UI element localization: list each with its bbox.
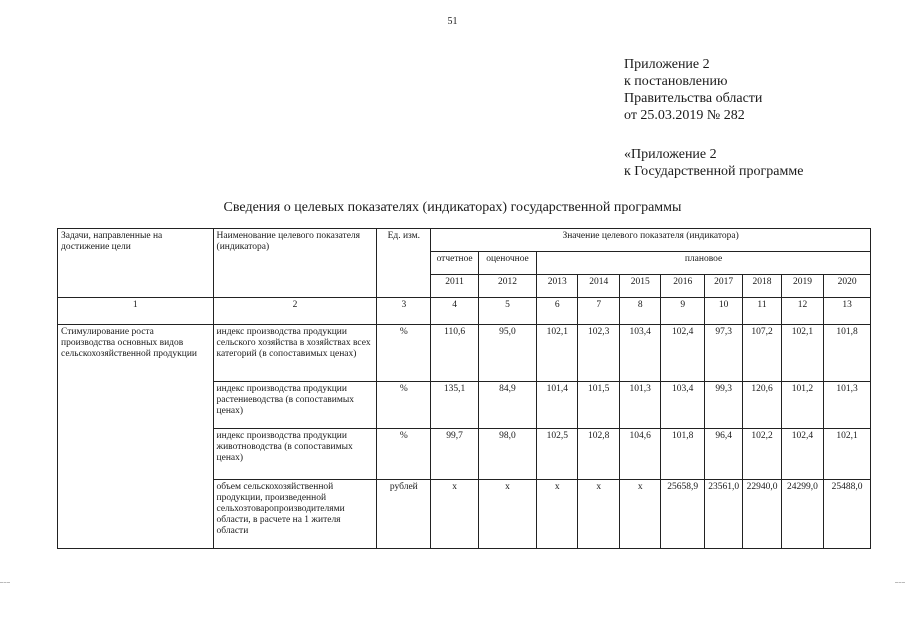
value-cell: 101,8 (661, 429, 705, 480)
indicator-name: объем сельскохозяйственной продукции, произведенной сельхозтоваропроизводителями области, в расчете на 1 жителя области (213, 480, 377, 549)
header-value-group: Значение целевого показателя (индикатора) (431, 229, 871, 252)
appendix-line: Приложение 2 (624, 57, 710, 72)
value-cell: x (478, 480, 536, 549)
unit-cell: % (377, 325, 431, 382)
header-year: 2014 (578, 275, 619, 298)
program-appendix-reference (624, 146, 803, 180)
value-cell: x (537, 480, 578, 549)
header-year: 2011 (431, 275, 479, 298)
header-year: 2017 (704, 275, 742, 298)
value-cell: x (578, 480, 619, 549)
header-year: 2019 (781, 275, 824, 298)
value-cell: 25488,0 (824, 480, 871, 549)
value-cell: 99,7 (431, 429, 479, 480)
appendix-line: Правительства области (624, 91, 763, 106)
column-number: 7 (578, 298, 619, 325)
value-cell: x (431, 480, 479, 549)
appendix-line: от 25.03.2019 № 282 (624, 108, 745, 123)
indicators-table (57, 228, 871, 549)
appendix-line: к Государственной программе (624, 164, 804, 179)
unit-cell: % (377, 429, 431, 480)
value-cell: 103,4 (661, 382, 705, 429)
value-cell: x (619, 480, 660, 549)
value-cell: 23561,0 (704, 480, 742, 549)
header-year: 2012 (478, 275, 536, 298)
header-year: 2020 (824, 275, 871, 298)
value-cell: 102,4 (781, 429, 824, 480)
header-year: 2013 (537, 275, 578, 298)
column-number: 12 (781, 298, 824, 325)
value-cell: 101,3 (619, 382, 660, 429)
value-cell: 102,1 (824, 429, 871, 480)
value-cell: 102,1 (537, 325, 578, 382)
column-number-row (58, 298, 871, 325)
column-number: 13 (824, 298, 871, 325)
value-cell: 102,8 (578, 429, 619, 480)
scan-edge-mark (0, 582, 10, 584)
value-cell: 101,5 (578, 382, 619, 429)
value-cell: 101,8 (824, 325, 871, 382)
value-cell: 104,6 (619, 429, 660, 480)
table-row (58, 325, 871, 382)
column-number: 8 (619, 298, 660, 325)
header-tasks: Задачи, направленные на достижение цели (58, 229, 214, 298)
column-number: 11 (743, 298, 781, 325)
value-cell: 102,4 (661, 325, 705, 382)
value-cell: 97,3 (704, 325, 742, 382)
header-reported: отчетное (431, 252, 479, 275)
column-number: 9 (661, 298, 705, 325)
page-number: 51 (447, 16, 458, 27)
value-cell: 98,0 (478, 429, 536, 480)
appendix-line: «Приложение 2 (624, 147, 717, 162)
column-number: 3 (377, 298, 431, 325)
header-year: 2018 (743, 275, 781, 298)
value-cell: 135,1 (431, 382, 479, 429)
unit-cell: рублей (377, 480, 431, 549)
indicator-name: индекс производства продукции сельского хозяйства в хозяйствах всех категорий (в сопоставимых ценах) (213, 325, 377, 382)
value-cell: 110,6 (431, 325, 479, 382)
header-planned: плановое (537, 252, 871, 275)
column-number: 5 (478, 298, 536, 325)
indicator-name: индекс производства продукции животноводства (в сопоставимых ценах) (213, 429, 377, 480)
value-cell: 24299,0 (781, 480, 824, 549)
value-cell: 84,9 (478, 382, 536, 429)
value-cell: 99,3 (704, 382, 742, 429)
value-cell: 101,2 (781, 382, 824, 429)
task-cell: Стимулирование роста производства основных видов сельскохозяйственной продукции (58, 325, 214, 549)
value-cell: 120,6 (743, 382, 781, 429)
header-year: 2015 (619, 275, 660, 298)
column-number: 1 (58, 298, 214, 325)
column-number: 4 (431, 298, 479, 325)
appendix-reference (624, 56, 762, 124)
column-number: 10 (704, 298, 742, 325)
header-indicator: Наименование целевого показателя (индикатора) (213, 229, 377, 298)
appendix-line: к постановлению (624, 74, 728, 89)
value-cell: 22940,0 (743, 480, 781, 549)
value-cell: 101,3 (824, 382, 871, 429)
document-title: Сведения о целевых показателях (индикаторах) государственной программы (223, 200, 682, 215)
value-cell: 102,3 (578, 325, 619, 382)
value-cell: 101,4 (537, 382, 578, 429)
value-cell: 96,4 (704, 429, 742, 480)
column-number: 2 (213, 298, 377, 325)
indicator-name: индекс производства продукции растениеводства (в сопоставимых ценах) (213, 382, 377, 429)
column-number: 6 (537, 298, 578, 325)
value-cell: 103,4 (619, 325, 660, 382)
value-cell: 95,0 (478, 325, 536, 382)
header-estimated: оценочное (478, 252, 536, 275)
unit-cell: % (377, 382, 431, 429)
value-cell: 102,1 (781, 325, 824, 382)
value-cell: 102,5 (537, 429, 578, 480)
value-cell: 25658,9 (661, 480, 705, 549)
value-cell: 102,2 (743, 429, 781, 480)
value-cell: 107,2 (743, 325, 781, 382)
header-unit: Ед. изм. (377, 229, 431, 298)
scan-edge-mark (895, 582, 905, 584)
header-year: 2016 (661, 275, 705, 298)
